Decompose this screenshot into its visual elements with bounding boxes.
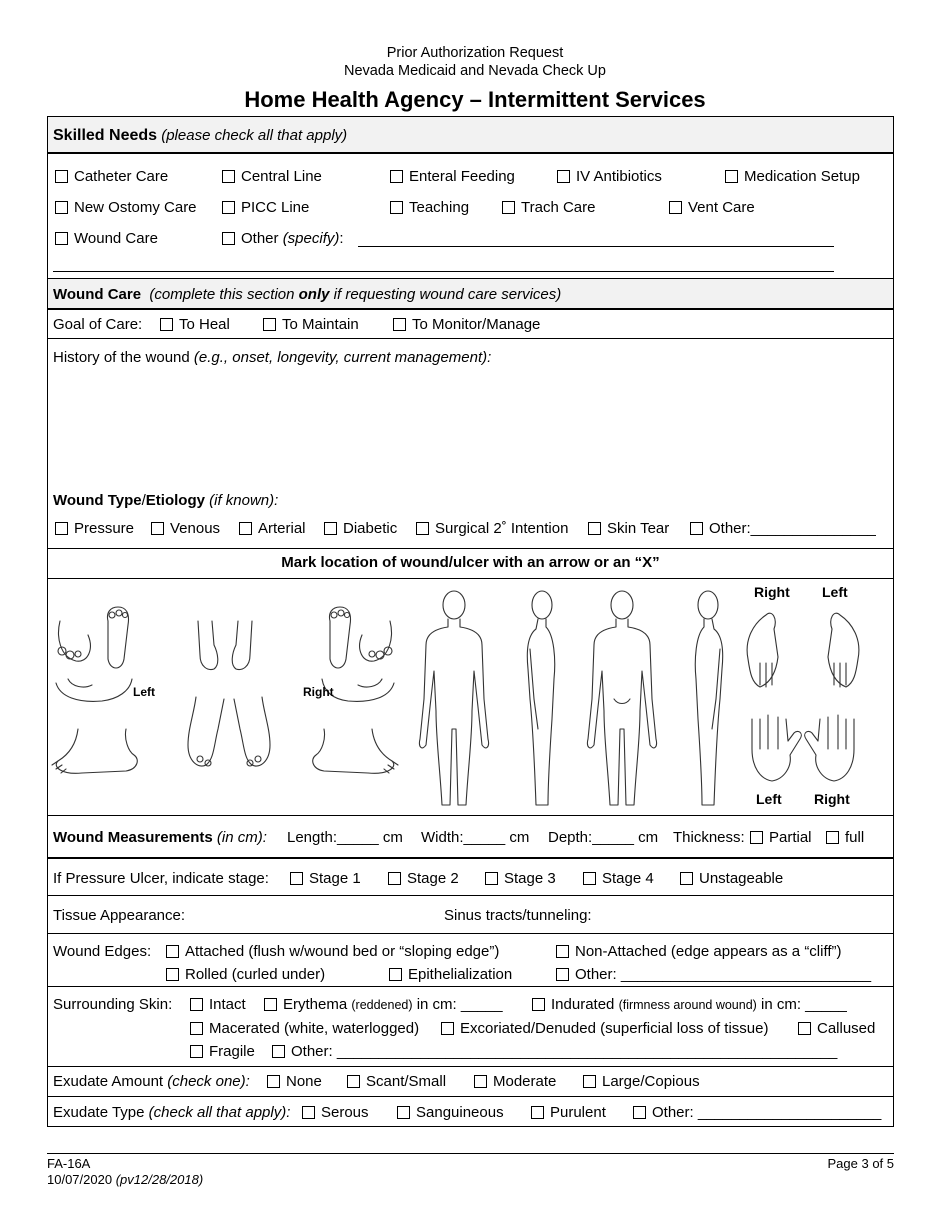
- exudate-moderate[interactable]: Moderate: [474, 1073, 556, 1090]
- type-other[interactable]: Other:_______________: [690, 520, 876, 537]
- edge-non-attached[interactable]: Non-Attached (edge appears as a “cliff”): [556, 943, 842, 960]
- checkbox[interactable]: [474, 1075, 487, 1088]
- checkbox[interactable]: [222, 170, 235, 183]
- option-iv-antibiotics[interactable]: IV Antibiotics: [557, 168, 662, 185]
- checkbox[interactable]: [531, 1106, 544, 1119]
- checkbox[interactable]: [390, 201, 403, 214]
- goal-to-heal[interactable]: To Heal: [160, 316, 230, 333]
- skin-indurated[interactable]: Indurated (firmness around wound) in cm: _____: [532, 996, 847, 1013]
- form-body: [47, 116, 894, 1127]
- exudate-amount-row: Exudate Amount (check one): None Scant/Small Moderate Large/Copious: [48, 1067, 893, 1097]
- checkbox[interactable]: [263, 318, 276, 331]
- hand-label-top-right: Right: [754, 584, 790, 600]
- option-vent-care[interactable]: Vent Care: [669, 199, 755, 216]
- checkbox[interactable]: [680, 872, 693, 885]
- body-diagram-area[interactable]: [48, 579, 893, 815]
- wound-care-heading: Wound Care: [53, 286, 142, 303]
- checkbox[interactable]: [222, 232, 235, 245]
- checkbox[interactable]: [151, 522, 164, 535]
- checkbox[interactable]: [669, 201, 682, 214]
- checkbox[interactable]: [239, 522, 252, 535]
- checkbox[interactable]: [347, 1075, 360, 1088]
- checkbox[interactable]: [324, 522, 337, 535]
- location-header: [48, 549, 893, 579]
- exudate-type-row: Exudate Type (check all that apply): Serous Sanguineous Purulent Other: ______________________: [53, 1104, 882, 1121]
- stage-4[interactable]: Stage 4: [583, 870, 654, 887]
- checkbox[interactable]: [166, 968, 179, 981]
- checkbox[interactable]: [55, 522, 68, 535]
- skin-erythema[interactable]: Erythema (reddened) in cm: _____: [264, 996, 503, 1013]
- wound-edges-row: [48, 934, 893, 987]
- skin-fragile[interactable]: Fragile: [190, 1043, 255, 1060]
- exudate-large[interactable]: Large/Copious: [583, 1073, 700, 1090]
- tissue-appearance-field[interactable]: Tissue Appearance:: [53, 907, 186, 924]
- checkbox[interactable]: [222, 201, 235, 214]
- other-specify-line-2[interactable]: [53, 271, 834, 272]
- footer-form-id: FA-16A: [47, 1156, 91, 1171]
- foot-label-left: Left: [133, 685, 155, 699]
- checkbox[interactable]: [389, 968, 402, 981]
- tissue-row: [48, 896, 893, 934]
- checkbox[interactable]: [264, 998, 277, 1011]
- skin-other[interactable]: Other: ____________________________________________________________: [272, 1043, 837, 1060]
- checkbox[interactable]: [190, 1022, 203, 1035]
- footer-date: 10/07/2020: [47, 1172, 113, 1187]
- checkbox[interactable]: [397, 1106, 410, 1119]
- checkbox[interactable]: [556, 945, 569, 958]
- foot-label-right: Right: [303, 685, 334, 699]
- goal-of-care-row: [48, 310, 893, 339]
- checkbox[interactable]: [55, 232, 68, 245]
- thickness-full[interactable]: full: [826, 829, 864, 846]
- type-arterial[interactable]: Arterial: [239, 520, 306, 537]
- checkbox[interactable]: [55, 170, 68, 183]
- checkbox[interactable]: [272, 1045, 285, 1058]
- checkbox[interactable]: [690, 522, 703, 535]
- checkbox[interactable]: [583, 872, 596, 885]
- wound-history-field[interactable]: History of the wound (e.g., onset, longevity, current management):: [53, 349, 492, 366]
- surrounding-skin-label: Surrounding Skin:: [53, 996, 173, 1013]
- exudate-none[interactable]: None: [267, 1073, 322, 1090]
- checkbox[interactable]: [393, 318, 406, 331]
- middle-foot-drawings: [188, 621, 270, 766]
- skin-callused[interactable]: Callused: [798, 1020, 875, 1037]
- thickness-label: Thickness:: [673, 829, 745, 846]
- skilled-needs-options: [48, 154, 893, 278]
- hand-label-top-left: Left: [822, 584, 848, 600]
- checkbox[interactable]: [502, 201, 515, 214]
- type-skin-tear[interactable]: Skin Tear: [588, 520, 669, 537]
- skilled-needs-note: (please check all that apply): [161, 127, 348, 144]
- sinus-tracts-field[interactable]: Sinus tracts/tunneling:: [444, 907, 592, 924]
- checkbox[interactable]: [556, 968, 569, 981]
- checkbox[interactable]: [588, 522, 601, 535]
- type-surgical[interactable]: Surgical 2˚ Intention: [416, 520, 568, 537]
- pressure-stage-label: If Pressure Ulcer, indicate stage:: [53, 870, 269, 887]
- location-heading: Mark location of wound/ulcer with an arrow or an “X”: [281, 554, 660, 571]
- depth-field[interactable]: Depth:_____ cm: [548, 829, 659, 846]
- footer-rule: [47, 1153, 894, 1154]
- header-line-2: Nevada Medicaid and Nevada Check Up: [344, 63, 606, 79]
- hand-label-bottom-right: Right: [814, 791, 850, 807]
- body-side-drawing: [527, 591, 554, 805]
- checkbox[interactable]: [633, 1106, 646, 1119]
- option-other[interactable]: Other (specify):: [222, 230, 344, 247]
- checkbox[interactable]: [441, 1022, 454, 1035]
- exudate-serous[interactable]: Serous: [302, 1104, 369, 1121]
- wound-edges-label: Wound Edges:: [53, 943, 152, 960]
- type-pressure[interactable]: Pressure: [55, 520, 134, 537]
- stage-2[interactable]: Stage 2: [388, 870, 459, 887]
- option-wound-care[interactable]: Wound Care: [55, 230, 158, 247]
- goal-label: Goal of Care:: [53, 316, 143, 333]
- option-catheter-care[interactable]: Catheter Care: [55, 168, 168, 185]
- skilled-needs-heading: Skilled Needs: [53, 127, 158, 144]
- type-venous[interactable]: Venous: [151, 520, 220, 537]
- option-picc-line[interactable]: PICC Line: [222, 199, 309, 216]
- checkbox[interactable]: [485, 872, 498, 885]
- width-field[interactable]: Width:_____ cm: [421, 829, 530, 846]
- goal-to-maintain[interactable]: To Maintain: [263, 316, 359, 333]
- goal-to-monitor[interactable]: To Monitor/Manage: [393, 316, 540, 333]
- option-new-ostomy-care[interactable]: New Ostomy Care: [55, 199, 197, 216]
- edge-epithelialization[interactable]: Epithelialization: [389, 966, 512, 983]
- stage-1[interactable]: Stage 1: [290, 870, 361, 887]
- checkbox[interactable]: [190, 998, 203, 1011]
- body-front-drawing: [419, 591, 488, 805]
- body-diagram[interactable]: [48, 579, 893, 815]
- option-teaching[interactable]: Teaching: [390, 199, 469, 216]
- checkbox[interactable]: [55, 201, 68, 214]
- checkbox[interactable]: [725, 170, 738, 183]
- edge-other[interactable]: Other: ______________________________: [556, 966, 871, 983]
- edge-rolled[interactable]: Rolled (curled under): [166, 966, 325, 983]
- option-central-line[interactable]: Central Line: [222, 168, 322, 185]
- skin-intact[interactable]: Intact: [190, 996, 246, 1013]
- option-enteral-feeding[interactable]: Enteral Feeding: [390, 168, 515, 185]
- body-back-drawing: [587, 591, 656, 805]
- page-title: Home Health Agency – Intermittent Services: [244, 87, 706, 112]
- type-diabetic[interactable]: Diabetic: [324, 520, 397, 537]
- skin-excoriated[interactable]: Excoriated/Denuded (superficial loss of tissue): [441, 1020, 768, 1037]
- footer-prev: (pv12/28/2018): [115, 1172, 204, 1187]
- checkbox[interactable]: [532, 998, 545, 1011]
- checkbox[interactable]: [160, 318, 173, 331]
- length-field[interactable]: Length:_____ cm: [287, 829, 403, 846]
- measurements-row: Wound Measurements (in cm): Length:_____ cm Width:_____ cm Depth:_____ cm Thickness: Partial full: [48, 815, 893, 859]
- header-line-1: Prior Authorization Request: [386, 45, 564, 61]
- checkbox[interactable]: [583, 1075, 596, 1088]
- option-medication-setup[interactable]: Medication Setup: [725, 168, 860, 185]
- checkbox[interactable]: [388, 872, 401, 885]
- checkbox[interactable]: [826, 831, 839, 844]
- skin-macerated[interactable]: Macerated (white, waterlogged): [190, 1020, 419, 1037]
- stage-3[interactable]: Stage 3: [485, 870, 556, 887]
- edge-attached[interactable]: Attached (flush w/wound bed or “sloping edge”): [166, 943, 499, 960]
- thickness-partial[interactable]: Partial: [750, 829, 812, 846]
- checkbox[interactable]: [190, 1045, 203, 1058]
- checkbox[interactable]: [166, 945, 179, 958]
- wound-care-header: Wound Care (complete this section only if requesting wound care services): [48, 278, 893, 310]
- checkbox[interactable]: [267, 1075, 280, 1088]
- checkbox[interactable]: [290, 872, 303, 885]
- pressure-stage-row: [48, 859, 893, 896]
- checkbox[interactable]: [390, 170, 403, 183]
- checkbox[interactable]: [798, 1022, 811, 1035]
- option-trach-care[interactable]: Trach Care: [502, 199, 595, 216]
- footer-page: Page 3 of 5: [827, 1156, 894, 1171]
- checkbox[interactable]: [302, 1106, 315, 1119]
- left-foot-drawings: [52, 607, 137, 773]
- checkbox[interactable]: [750, 831, 763, 844]
- checkbox[interactable]: [416, 522, 429, 535]
- stage-unstageable[interactable]: Unstageable: [680, 870, 783, 887]
- hand-label-bottom-left: Left: [756, 791, 782, 807]
- body-side-drawing-2: [695, 591, 722, 805]
- wound-type-section: Wound Type/Etiology (if known): Pressure Venous Arterial Diabetic Surgical 2˚ Intention Skin Tear Other:_______________: [48, 487, 893, 549]
- skilled-needs-header: [48, 117, 893, 154]
- hand-drawings: [747, 613, 859, 781]
- exudate-scant[interactable]: Scant/Small: [347, 1073, 446, 1090]
- checkbox[interactable]: [557, 170, 570, 183]
- exudate-sanguineous[interactable]: Sanguineous: [397, 1104, 504, 1121]
- surrounding-skin-row: [48, 987, 893, 1067]
- exudate-purulent[interactable]: Purulent: [531, 1104, 606, 1121]
- exudate-other[interactable]: Other: ______________________: [633, 1104, 881, 1121]
- other-specify-line[interactable]: [358, 246, 834, 247]
